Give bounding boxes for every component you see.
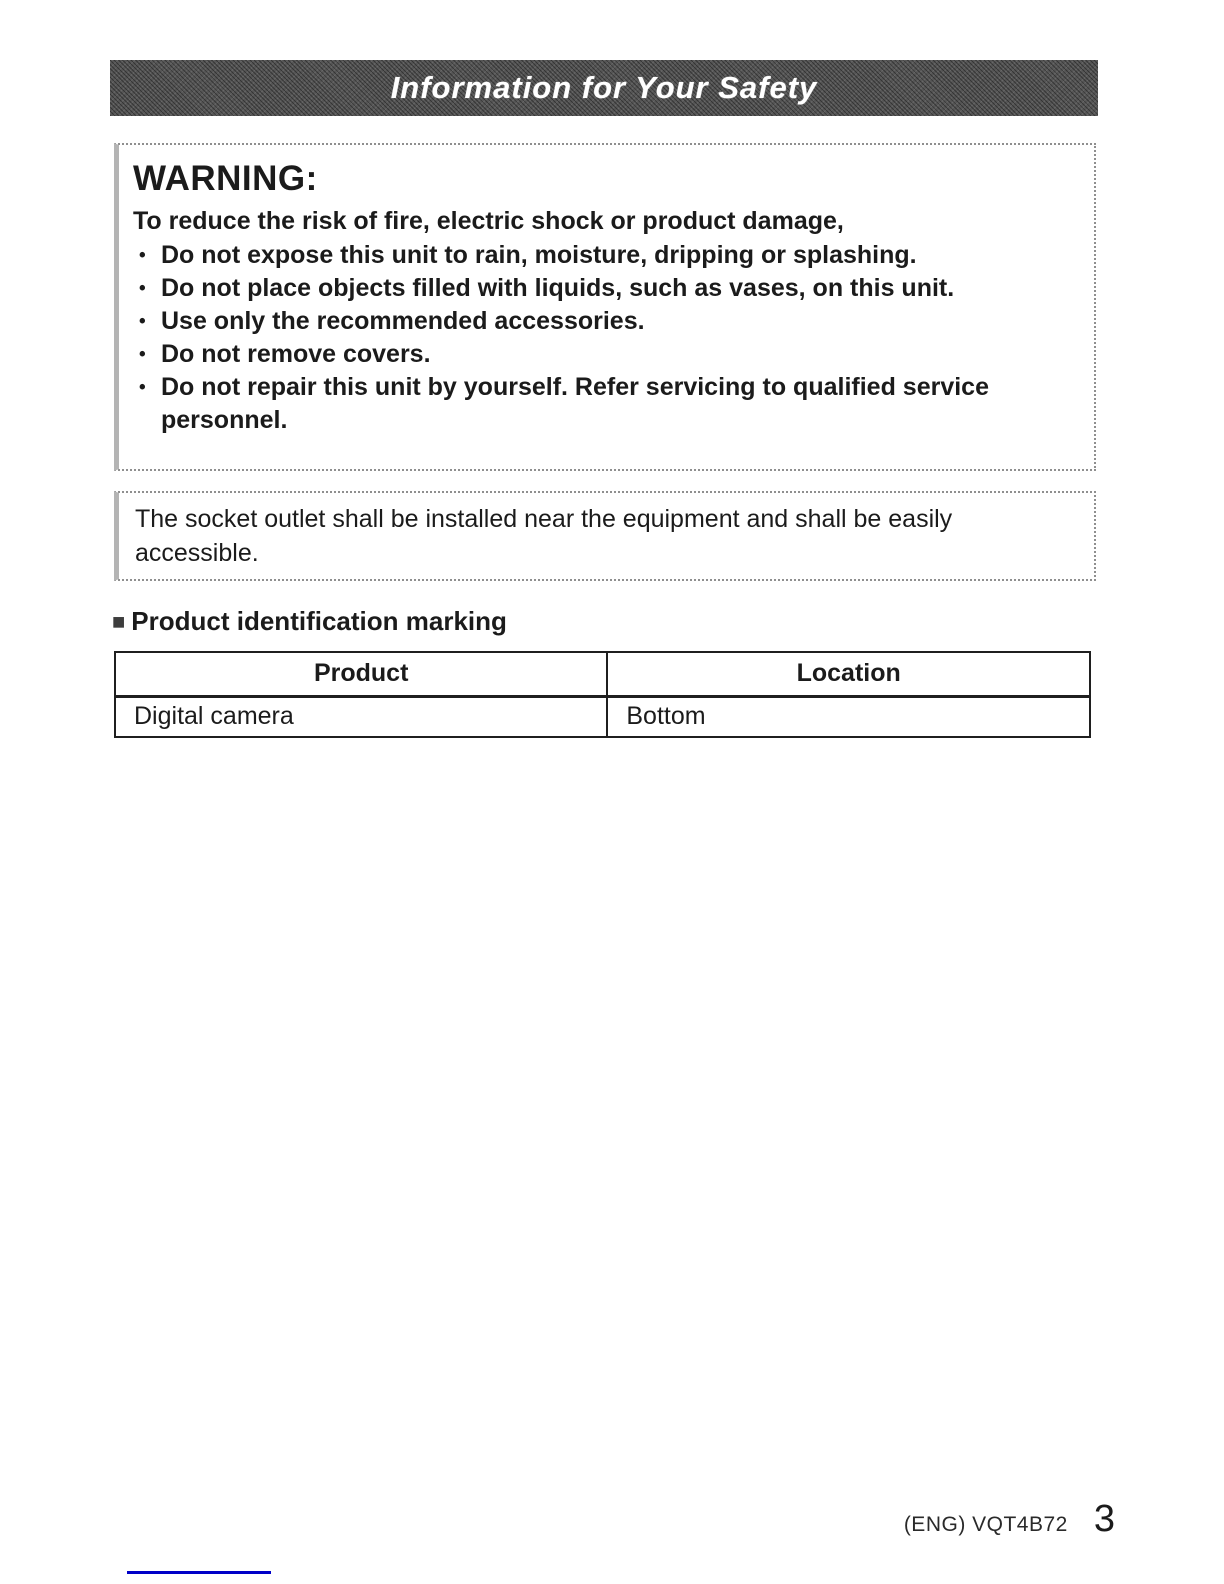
warning-bullet-text: Do not place objects filled with liquids, such as vases, on this unit.: [161, 274, 955, 302]
product-id-heading-text: Product identification marking: [131, 606, 507, 636]
page-number: 3: [1093, 1498, 1115, 1540]
page-footer: [904, 1498, 1115, 1541]
socket-outlet-note-box: [114, 491, 1096, 581]
warning-bullet-text: Use only the recommended accessories.: [161, 307, 645, 335]
warning-bullet-text: Do not expose this unit to rain, moisture, dripping or splashing.: [161, 241, 917, 269]
product-id-table: [114, 651, 1091, 738]
table-header-product: Product: [115, 652, 607, 696]
warning-bullet-item: [133, 305, 1076, 338]
bullet-icon: •: [139, 245, 146, 266]
table-cell-product: Digital camera: [115, 696, 607, 737]
table-header-row: [115, 652, 1090, 696]
section-header-banner: [110, 60, 1098, 116]
bottom-left-underline: [127, 1571, 271, 1574]
warning-bullet-item: [133, 338, 1076, 371]
warning-bullet-item: [133, 371, 1076, 437]
table-header-location: Location: [607, 652, 1090, 696]
warning-title: WARNING:: [133, 159, 318, 198]
warning-bullet-item: [133, 239, 1076, 272]
warning-bullet-list: [133, 239, 1076, 437]
bullet-icon: •: [139, 377, 146, 398]
product-id-heading: [112, 606, 507, 637]
warning-box: [114, 143, 1096, 471]
footer-document-code: (ENG) VQT4B72: [903, 1513, 1068, 1536]
warning-bullet-text: Do not remove covers.: [161, 340, 431, 368]
warning-bullet-text: Do not repair this unit by yourself. Refer servicing to qualified service personnel.: [161, 373, 989, 434]
section-title: Information for Your Safety: [390, 70, 818, 105]
square-bullet-icon: ■: [112, 608, 126, 634]
table-cell-location: Bottom: [607, 696, 1090, 737]
warning-intro: To reduce the risk of fire, electric shock or product damage,: [133, 207, 844, 235]
socket-outlet-note-text: The socket outlet shall be installed near the equipment and shall be easily accessible.: [135, 505, 953, 567]
bullet-icon: •: [139, 311, 146, 332]
bullet-icon: •: [139, 278, 146, 299]
warning-bullet-item: [133, 272, 1076, 305]
table-row: [115, 696, 1090, 737]
bullet-icon: •: [139, 344, 146, 365]
